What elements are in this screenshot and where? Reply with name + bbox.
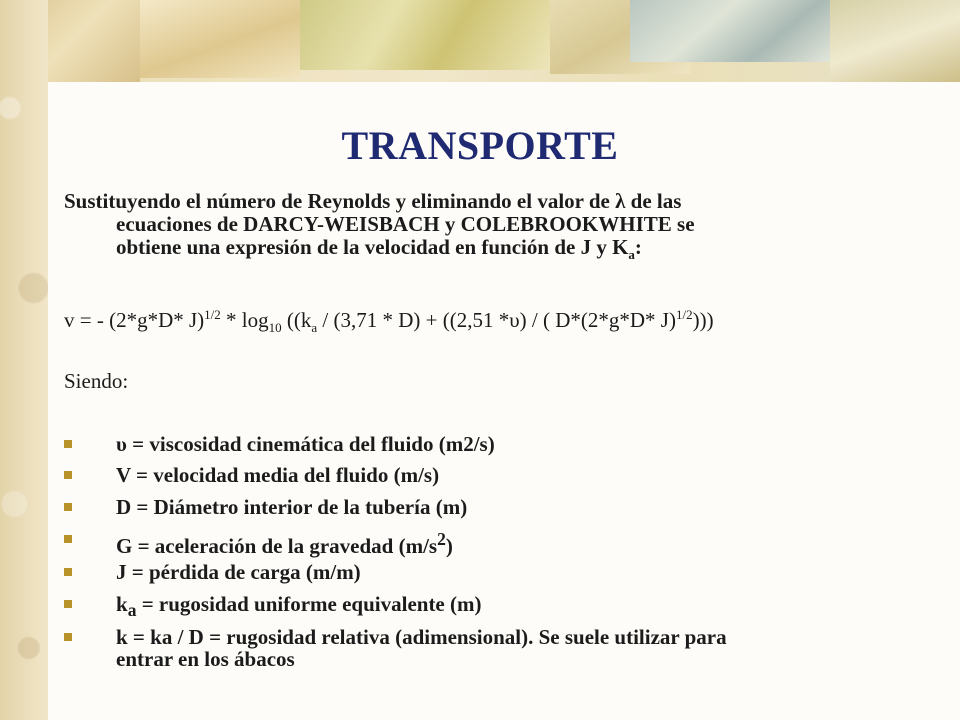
intro-text: obtiene una expresión de la velocidad en función de J y K bbox=[116, 235, 629, 259]
list-item-text bbox=[116, 593, 916, 621]
banner-tile bbox=[300, 0, 550, 70]
list-item-text: = rugosidad uniforme equivalente (m) bbox=[136, 592, 482, 616]
intro-line bbox=[64, 236, 924, 266]
list-item-sub: a bbox=[127, 600, 137, 621]
intro-paragraph bbox=[64, 190, 924, 266]
banner-tile bbox=[830, 0, 960, 82]
decorative-banner bbox=[0, 0, 960, 82]
banner-tile bbox=[140, 0, 300, 78]
decorative-left-strip bbox=[0, 0, 48, 720]
list-item-text: D = Diámetro interior de la tubería (m) bbox=[116, 495, 468, 519]
list-item-sup: 2 bbox=[437, 529, 446, 549]
bullet-icon bbox=[64, 535, 72, 543]
intro-line: Sustituyendo el número de Reynolds y eliminando el valor de λ de las bbox=[64, 189, 682, 213]
intro-subscript: a bbox=[628, 247, 635, 263]
siendo-label: Siendo: bbox=[64, 369, 129, 393]
formula-part: ((k bbox=[281, 308, 312, 332]
formula-part: * log bbox=[220, 308, 269, 332]
bullet-icon bbox=[64, 633, 72, 641]
bullet-icon bbox=[64, 440, 72, 448]
formula-sup: 1/2 bbox=[204, 307, 221, 322]
list-item-line: entrar en los ábacos bbox=[116, 647, 295, 671]
bullet-icon bbox=[64, 503, 72, 511]
formula-sup: 1/2 bbox=[675, 307, 693, 322]
bullet-icon bbox=[64, 600, 72, 608]
list-item-text bbox=[116, 626, 916, 670]
list-item-text: J = pérdida de carga (m/m) bbox=[116, 560, 361, 584]
list-item-text: k bbox=[116, 592, 128, 616]
intro-line: ecuaciones de DARCY-WEISBACH y COLEBROOKWHITE se bbox=[116, 212, 695, 236]
list-item-text: ) bbox=[445, 534, 453, 558]
list-item-text: G = aceleración de la gravedad (m/s bbox=[116, 534, 438, 558]
formula-sub: 10 bbox=[268, 320, 282, 336]
formula-part: ))) bbox=[692, 308, 714, 332]
intro-text: : bbox=[634, 235, 642, 259]
formula-sub: a bbox=[311, 320, 318, 336]
formula-part: v = - (2*g*D* J) bbox=[64, 308, 205, 332]
banner-tile bbox=[630, 0, 830, 62]
list-item-text: υ = viscosidad cinemática del fluido (m2/s) bbox=[116, 432, 495, 456]
list-item-text: V = velocidad media del fluido (m/s) bbox=[116, 463, 440, 487]
list-item-text bbox=[116, 528, 916, 557]
formula-part: / (3,71 * D) + ((2,51 *υ) / ( D*(2*g*D* J) bbox=[317, 308, 676, 332]
bullet-icon bbox=[64, 471, 72, 479]
velocity-formula bbox=[64, 303, 944, 339]
slide-title: TRANSPORTE bbox=[341, 123, 619, 168]
bullet-icon bbox=[64, 568, 72, 576]
list-item-line: k = ka / D = rugosidad relativa (adimensional). Se suele utilizar para bbox=[116, 625, 727, 649]
